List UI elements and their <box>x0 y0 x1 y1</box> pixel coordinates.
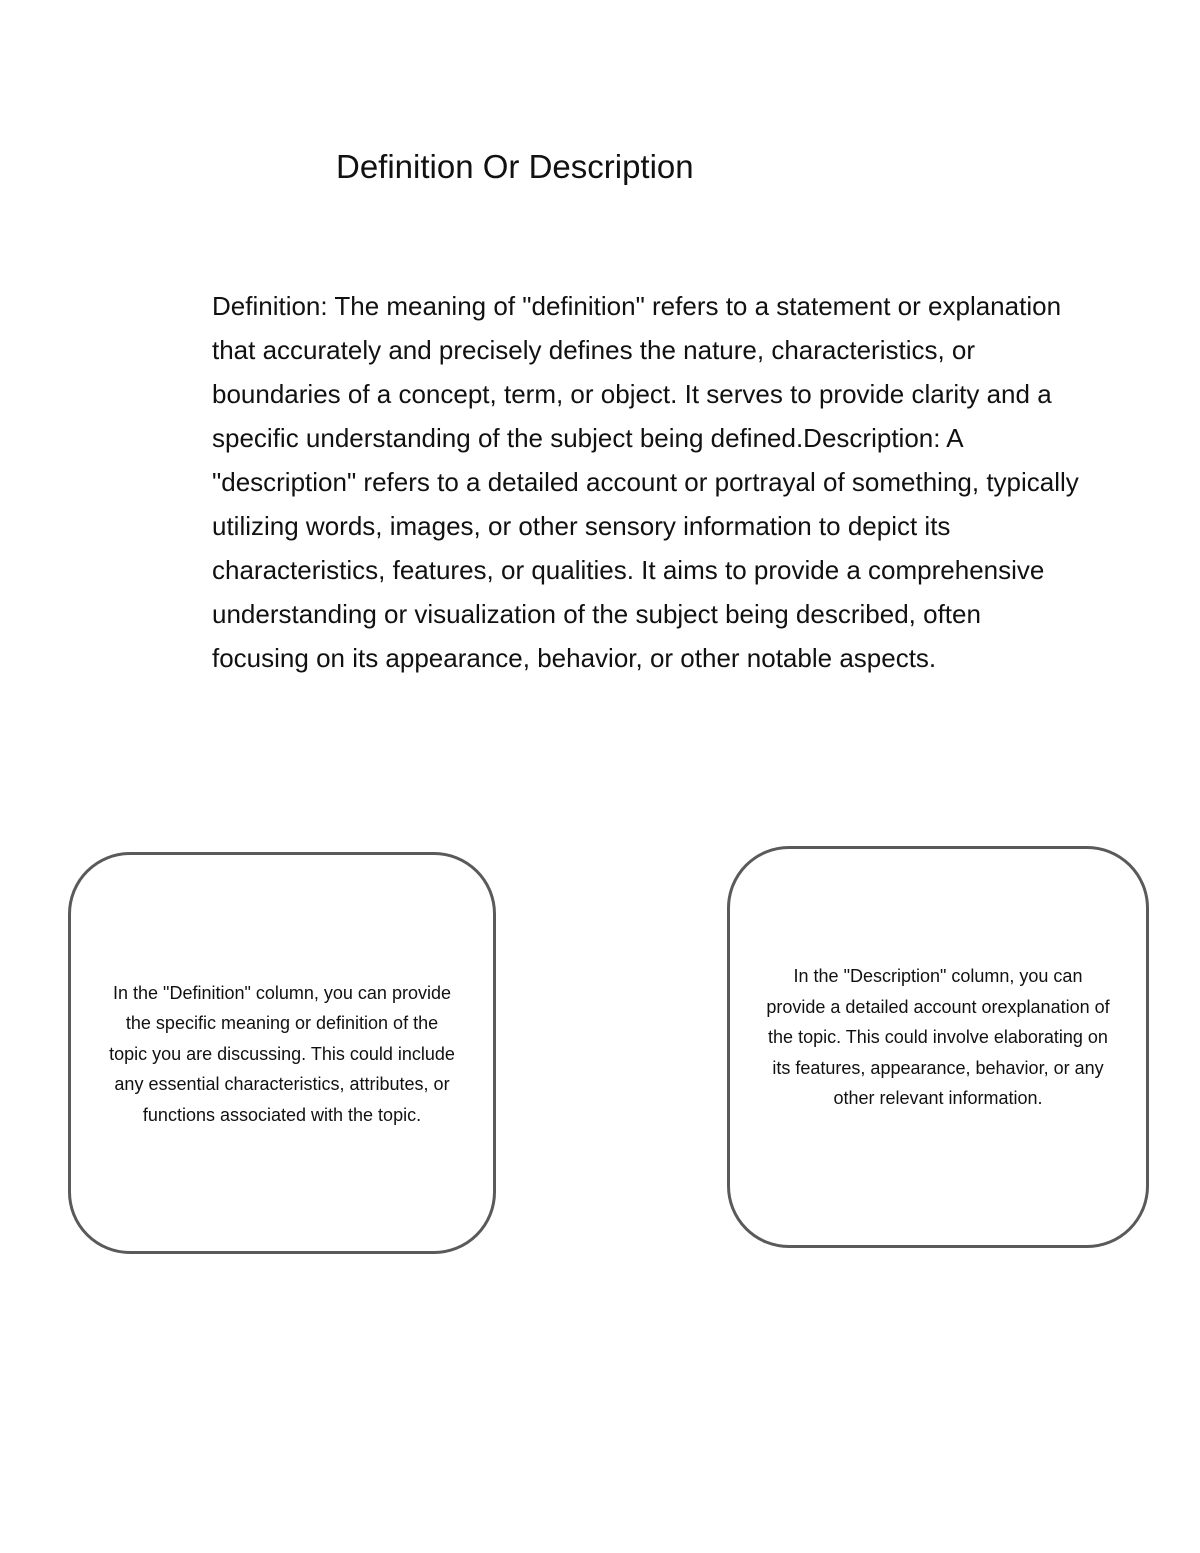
definition-box <box>68 852 496 1254</box>
body-paragraph: Definition: The meaning of "definition" refers to a statement or explanation that accurately and precisely defines the nature, characteristics, or boundaries of a concept, term, or object. It serves to provide clarity and a specific understanding of the subject being defined.Description: A "description" refers to a detailed account or portrayal of something, typically utilizing words, images, or other sensory information to depict its characteristics, features, or qualities. It aims to provide a comprehensive understanding or visualization of the subject being described, often focusing on its appearance, behavior, or other notable aspects. <box>212 291 1079 673</box>
description-box-text: In the "Description" column, you can provide a detailed account orexplanation of the topic. This could involve elaborating on its features, appearance, behavior, or any other relevant information. <box>766 966 1110 1108</box>
description-box <box>727 846 1149 1248</box>
definition-box-text: In the "Definition" column, you can provide the specific meaning or definition of the topic you are discussing. This could include any essential characteristics, attributes, or functions associated with the topic. <box>109 982 455 1125</box>
page-title: Definition Or Description <box>336 148 694 185</box>
